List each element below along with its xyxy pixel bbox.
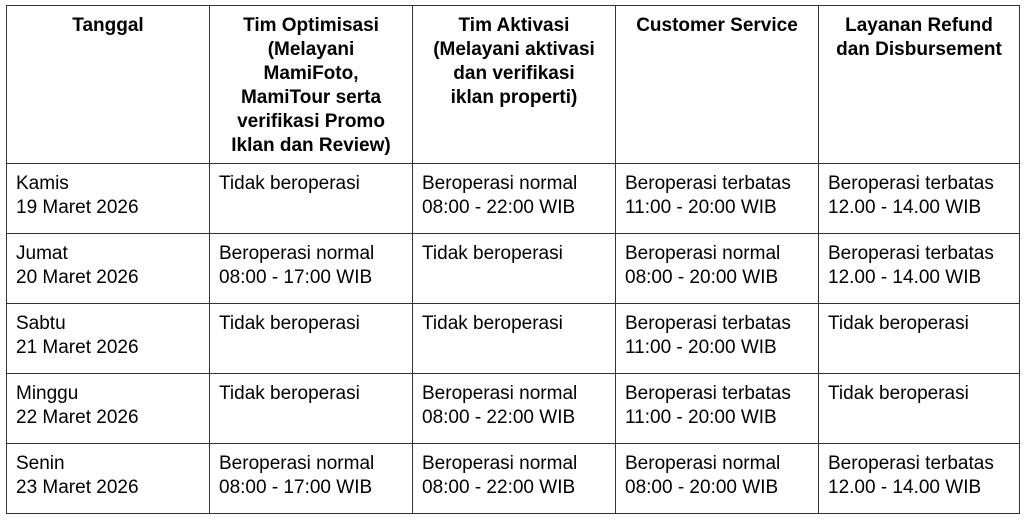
status-cell bbox=[210, 234, 413, 304]
header-line: dan verifikasi bbox=[453, 63, 575, 84]
status-cell bbox=[819, 374, 1020, 444]
header-line: Layanan Refund bbox=[845, 15, 993, 36]
header-line: (Melayani bbox=[267, 39, 355, 60]
status-text: Beroperasi normal bbox=[625, 243, 781, 264]
status-text: Tidak beroperasi bbox=[219, 383, 360, 404]
status-text: Beroperasi terbatas bbox=[828, 173, 994, 194]
header-line: (Melayani aktivasi bbox=[433, 39, 595, 60]
date-value: 21 Maret 2026 bbox=[16, 337, 139, 358]
status-text: Beroperasi normal bbox=[625, 453, 781, 474]
header-line: iklan properti) bbox=[450, 87, 578, 108]
header-line: Iklan dan Review) bbox=[231, 135, 391, 156]
status-text: Tidak beroperasi bbox=[422, 243, 563, 264]
status-cell bbox=[616, 164, 819, 234]
date-value: 20 Maret 2026 bbox=[16, 267, 139, 288]
header-line: verifikasi Promo bbox=[237, 111, 385, 132]
hours-text: 08:00 - 20:00 WIB bbox=[625, 267, 779, 288]
status-cell bbox=[616, 374, 819, 444]
hours-text: 12.00 - 14.00 WIB bbox=[828, 267, 982, 288]
status-cell bbox=[819, 234, 1020, 304]
date-value: 19 Maret 2026 bbox=[16, 197, 139, 218]
day-name: Kamis bbox=[16, 173, 69, 194]
table-row bbox=[7, 444, 1020, 514]
header-date bbox=[7, 6, 210, 164]
header-line: MamiTour serta bbox=[240, 87, 382, 108]
status-cell bbox=[819, 164, 1020, 234]
status-cell bbox=[819, 304, 1020, 374]
header-line: dan Disbursement bbox=[836, 39, 1002, 60]
hours-text: 12.00 - 14.00 WIB bbox=[828, 197, 982, 218]
status-cell bbox=[413, 444, 616, 514]
hours-text: 11:00 - 20:00 WIB bbox=[625, 407, 777, 428]
date-cell bbox=[7, 234, 210, 304]
status-cell bbox=[413, 234, 616, 304]
status-cell bbox=[210, 374, 413, 444]
status-text: Beroperasi normal bbox=[219, 243, 375, 264]
header-line: MamiFoto, bbox=[263, 63, 359, 84]
hours-text: 08:00 - 17:00 WIB bbox=[219, 267, 373, 288]
header-row bbox=[7, 6, 1020, 164]
hours-text: 08:00 - 17:00 WIB bbox=[219, 477, 373, 498]
table-row bbox=[7, 164, 1020, 234]
table-row bbox=[7, 374, 1020, 444]
status-text: Tidak beroperasi bbox=[219, 313, 360, 334]
table-row bbox=[7, 304, 1020, 374]
date-value: 23 Maret 2026 bbox=[16, 477, 139, 498]
status-cell bbox=[210, 444, 413, 514]
hours-text: 11:00 - 20:00 WIB bbox=[625, 197, 777, 218]
status-text: Tidak beroperasi bbox=[828, 383, 969, 404]
header-line: Tim Optimisasi bbox=[243, 15, 379, 36]
date-cell bbox=[7, 444, 210, 514]
date-value: 22 Maret 2026 bbox=[16, 407, 139, 428]
header-line: Customer Service bbox=[636, 15, 798, 36]
date-cell bbox=[7, 374, 210, 444]
hours-text: 08:00 - 22:00 WIB bbox=[422, 477, 576, 498]
date-cell bbox=[7, 164, 210, 234]
status-text: Beroperasi terbatas bbox=[828, 243, 994, 264]
status-text: Beroperasi terbatas bbox=[625, 313, 791, 334]
status-cell bbox=[413, 164, 616, 234]
hours-text: 11:00 - 20:00 WIB bbox=[625, 337, 777, 358]
status-text: Tidak beroperasi bbox=[422, 313, 563, 334]
status-text: Beroperasi terbatas bbox=[625, 383, 791, 404]
hours-text: 08:00 - 22:00 WIB bbox=[422, 407, 576, 428]
status-text: Tidak beroperasi bbox=[828, 313, 969, 334]
status-cell bbox=[616, 444, 819, 514]
day-name: Minggu bbox=[16, 383, 79, 404]
header-refund-disbursement bbox=[819, 6, 1020, 164]
status-text: Tidak beroperasi bbox=[219, 173, 360, 194]
header-customer-service bbox=[616, 6, 819, 164]
status-text: Beroperasi normal bbox=[422, 173, 578, 194]
date-cell bbox=[7, 304, 210, 374]
header-optimization-team bbox=[210, 6, 413, 164]
status-text: Beroperasi normal bbox=[422, 383, 578, 404]
day-name: Jumat bbox=[16, 243, 68, 264]
header-line: Tim Aktivasi bbox=[458, 15, 570, 36]
hours-text: 12.00 - 14.00 WIB bbox=[828, 477, 982, 498]
status-cell bbox=[413, 374, 616, 444]
hours-text: 08:00 - 22:00 WIB bbox=[422, 197, 576, 218]
status-cell bbox=[616, 304, 819, 374]
status-text: Beroperasi terbatas bbox=[625, 173, 791, 194]
status-cell bbox=[413, 304, 616, 374]
day-name: Sabtu bbox=[16, 313, 66, 334]
status-cell bbox=[616, 234, 819, 304]
hours-text: 08:00 - 20:00 WIB bbox=[625, 477, 779, 498]
status-cell bbox=[210, 304, 413, 374]
status-text: Beroperasi normal bbox=[219, 453, 375, 474]
status-text: Beroperasi normal bbox=[422, 453, 578, 474]
table-row bbox=[7, 234, 1020, 304]
day-name: Senin bbox=[16, 453, 65, 474]
status-text: Beroperasi terbatas bbox=[828, 453, 994, 474]
status-cell bbox=[210, 164, 413, 234]
schedule-table bbox=[6, 5, 1020, 514]
header-line: Tanggal bbox=[72, 15, 144, 36]
status-cell bbox=[819, 444, 1020, 514]
header-activation-team bbox=[413, 6, 616, 164]
